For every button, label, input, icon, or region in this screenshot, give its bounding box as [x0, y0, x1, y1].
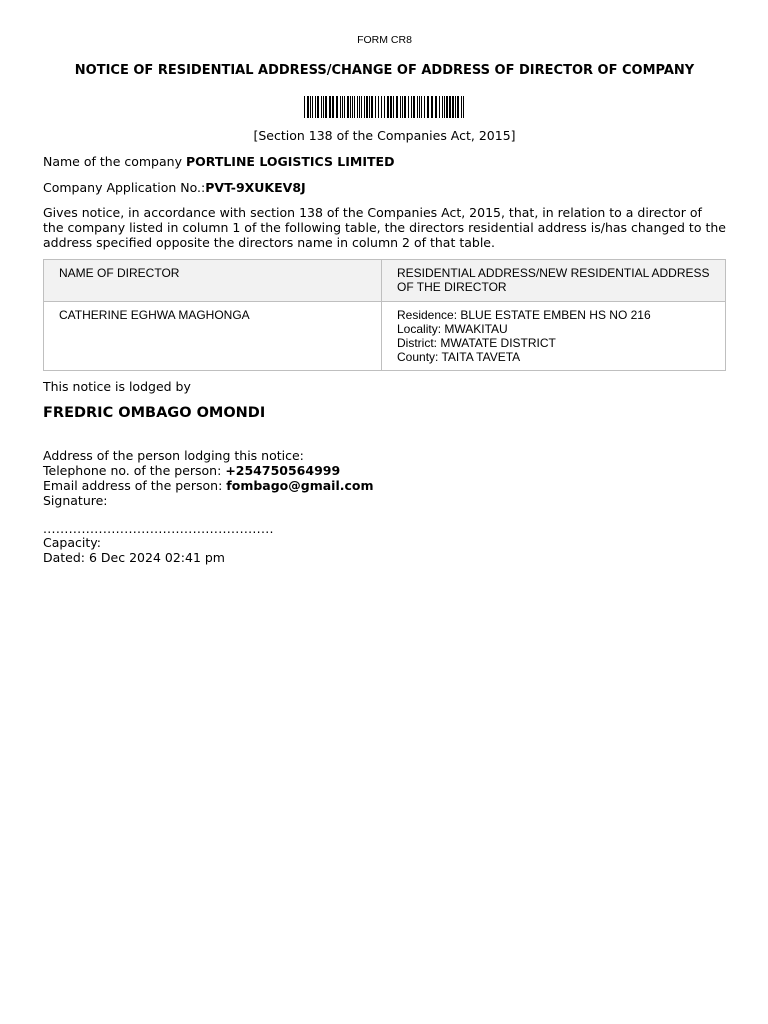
address-locality: Locality: MWAKITAU	[397, 322, 508, 336]
phone-value: +254750564999	[225, 463, 341, 478]
company-name-line	[43, 154, 394, 169]
directors-table	[43, 259, 726, 371]
barcode-graphic	[304, 96, 466, 118]
section-reference: [Section 138 of the Companies Act, 2015]	[253, 128, 516, 143]
dated-line: Dated: 6 Dec 2024 02:41 pm	[43, 550, 225, 565]
lodger-address-label: Address of the person lodging this notice:	[43, 448, 304, 463]
capacity-label: Capacity:	[43, 535, 101, 550]
header-director-name: NAME OF DIRECTOR	[44, 260, 382, 302]
lodger-phone-line	[43, 463, 374, 478]
application-number-label: Company Application No.:	[43, 180, 206, 195]
lodger-name: FREDRIC OMBAGO OMONDI	[43, 405, 266, 421]
form-code: FORM CR8	[357, 34, 412, 46]
signature-label: Signature:	[43, 493, 108, 508]
table-row	[44, 302, 726, 371]
capacity-dated-block	[43, 535, 225, 565]
address-residence: Residence: BLUE ESTATE EMBEN HS NO 216	[397, 308, 651, 322]
document-title: NOTICE OF RESIDENTIAL ADDRESS/CHANGE OF ADDRESS OF DIRECTOR OF COMPANY	[74, 63, 695, 78]
company-name-value: PORTLINE LOGISTICS LIMITED	[185, 154, 395, 169]
notice-paragraph: Gives notice, in accordance with section 138 of the Companies Act, 2015, that, in relation to a director of the company listed in column 1 of the following table, the directors residential address is/has changed to the address specified opposite the directors name in column 2 of that table.	[43, 205, 726, 250]
address-county: County: TAITA TAVETA	[397, 350, 521, 364]
application-number-value: PVT-9XUKEV8J	[205, 180, 306, 195]
signature-line: ......................................................	[43, 521, 274, 536]
phone-label: Telephone no. of the person:	[43, 463, 222, 478]
address-district: District: MWATATE DISTRICT	[397, 336, 556, 350]
email-label: Email address of the person:	[43, 478, 223, 493]
director-address-cell	[382, 302, 726, 371]
lodged-by-intro: This notice is lodged by	[43, 379, 191, 394]
header-residential-address: RESIDENTIAL ADDRESS/NEW RESIDENTIAL ADDRESS OF THE DIRECTOR	[382, 260, 726, 302]
lodger-details	[43, 448, 374, 508]
email-value: fombago@gmail.com	[226, 478, 374, 493]
lodger-email-line	[43, 478, 374, 493]
table-header-row	[44, 260, 726, 302]
company-name-label: Name of the company	[43, 154, 182, 169]
barcode-image	[304, 96, 466, 118]
director-name-cell: CATHERINE EGHWA MAGHONGA	[44, 302, 382, 371]
application-number-line	[43, 180, 306, 195]
